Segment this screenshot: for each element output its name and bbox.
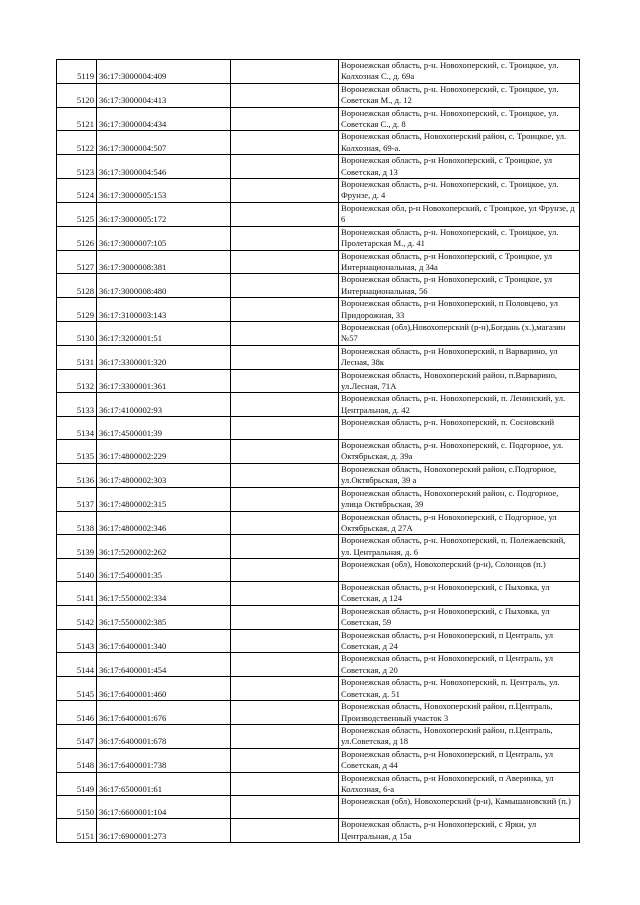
empty-cell bbox=[231, 131, 339, 155]
table-row bbox=[57, 298, 580, 322]
empty-cell bbox=[231, 202, 339, 226]
document-page bbox=[56, 59, 579, 843]
empty-cell bbox=[231, 274, 339, 298]
address-cell: Воронежская область, р-н. Новохоперский, п. Ленинский, ул. Центральная, д. 42 bbox=[339, 393, 580, 417]
table-row bbox=[57, 582, 580, 606]
row-number: 5135 bbox=[57, 440, 97, 464]
empty-cell bbox=[231, 629, 339, 653]
address-cell: Воронежская область, р-н Новохоперский, п Централь, ул Советская, д 24 bbox=[339, 629, 580, 653]
empty-cell bbox=[231, 487, 339, 511]
address-cell: Воронежская область, р-н Новохоперский, с Ярки, ул Центральная, д 15а bbox=[339, 819, 580, 843]
empty-cell bbox=[231, 345, 339, 369]
empty-cell bbox=[231, 511, 339, 535]
row-number: 5131 bbox=[57, 345, 97, 369]
empty-cell bbox=[231, 701, 339, 725]
cadastral-number: 36:17:5500002:334 bbox=[97, 582, 231, 606]
table-row bbox=[57, 131, 580, 155]
table-body bbox=[57, 60, 580, 843]
cadastral-number: 36:17:6900001:273 bbox=[97, 819, 231, 843]
address-cell: Воронежская область, р-н. Новохоперский, с. Троицкое, ул. Советская С., д. 8 bbox=[339, 107, 580, 131]
address-cell: Воронежская область, р-н Новохоперский, п Варварино, ул Лесная, 38к bbox=[339, 345, 580, 369]
empty-cell bbox=[231, 60, 339, 84]
empty-cell bbox=[231, 677, 339, 701]
cadastral-number: 36:17:5400001:35 bbox=[97, 559, 231, 582]
table-row bbox=[57, 321, 580, 345]
table-row bbox=[57, 393, 580, 417]
cadastral-number: 36:17:6400001:340 bbox=[97, 629, 231, 653]
row-number: 5123 bbox=[57, 155, 97, 179]
empty-cell bbox=[231, 724, 339, 748]
empty-cell bbox=[231, 179, 339, 203]
row-number: 5134 bbox=[57, 417, 97, 440]
cadastral-number: 36:17:4800002:229 bbox=[97, 440, 231, 464]
address-cell: Воронежская область, р-н Новохоперский, с Пыховка, ул Советская, 59 bbox=[339, 605, 580, 629]
address-cell: Воронежская область, р-н Новохоперский, с Подгорное, ул Октябрьская, д 27А bbox=[339, 511, 580, 535]
table-row bbox=[57, 819, 580, 843]
empty-cell bbox=[231, 463, 339, 487]
row-number: 5136 bbox=[57, 463, 97, 487]
table-row bbox=[57, 345, 580, 369]
table-row bbox=[57, 653, 580, 677]
cadastral-number: 36:17:3000004:409 bbox=[97, 60, 231, 84]
row-number: 5141 bbox=[57, 582, 97, 606]
row-number: 5143 bbox=[57, 629, 97, 653]
row-number: 5138 bbox=[57, 511, 97, 535]
empty-cell bbox=[231, 582, 339, 606]
row-number: 5120 bbox=[57, 83, 97, 107]
table-row bbox=[57, 748, 580, 772]
address-cell: Воронежская область, р-н. Новохоперский, с. Троицкое, ул. Колхозная С., д. 69а bbox=[339, 60, 580, 84]
table-row bbox=[57, 559, 580, 582]
table-row bbox=[57, 202, 580, 226]
row-number: 5149 bbox=[57, 772, 97, 796]
cadastral-number: 36:17:4100002:93 bbox=[97, 393, 231, 417]
table-row bbox=[57, 226, 580, 250]
empty-cell bbox=[231, 796, 339, 819]
empty-cell bbox=[231, 226, 339, 250]
empty-cell bbox=[231, 605, 339, 629]
address-cell: Воронежская область, р-н Новохоперский, с Троицкое, ул Советская, д 13 bbox=[339, 155, 580, 179]
empty-cell bbox=[231, 155, 339, 179]
cadastral-number: 36:17:5200002:262 bbox=[97, 535, 231, 559]
address-cell: Воронежская область, р-н Новохоперский, с Троицкое, ул Интернациональная, д 34а bbox=[339, 250, 580, 274]
cadastral-number: 36:17:3000005:153 bbox=[97, 179, 231, 203]
address-cell: Воронежская область, Новохоперский район, п.Варварино, ул.Лесная, 71А bbox=[339, 369, 580, 393]
cadastral-number: 36:17:3300001:320 bbox=[97, 345, 231, 369]
address-cell: Воронежская область, Новохоперский район, с. Троицкое, ул. Колхозная, 69-а. bbox=[339, 131, 580, 155]
cadastral-number: 36:17:6400001:678 bbox=[97, 724, 231, 748]
address-cell: Воронежская (обл),Новохоперский (р-н),Богдань (х.),магазин №57 bbox=[339, 321, 580, 345]
table-row bbox=[57, 250, 580, 274]
table-row bbox=[57, 369, 580, 393]
cadastral-number: 36:17:3000004:434 bbox=[97, 107, 231, 131]
cadastral-number: 36:17:3000004:413 bbox=[97, 83, 231, 107]
empty-cell bbox=[231, 250, 339, 274]
address-cell: Воронежская область, р-н Новохоперский, п Централь, ул Советская, д 44 bbox=[339, 748, 580, 772]
empty-cell bbox=[231, 535, 339, 559]
cadastral-number: 36:17:6400001:676 bbox=[97, 701, 231, 725]
address-cell: Воронежская область, р-н Новохоперский, п Половцево, ул Придорожная, 33 bbox=[339, 298, 580, 322]
cadastral-number: 36:17:3000004:546 bbox=[97, 155, 231, 179]
table-row bbox=[57, 83, 580, 107]
empty-cell bbox=[231, 653, 339, 677]
table-row bbox=[57, 440, 580, 464]
empty-cell bbox=[231, 369, 339, 393]
address-cell: Воронежская область, Новохоперский район, с. Подгорное, улица Октябрьская, 39 bbox=[339, 487, 580, 511]
cadastral-number: 36:17:3200001:51 bbox=[97, 321, 231, 345]
row-number: 5130 bbox=[57, 321, 97, 345]
table-row bbox=[57, 724, 580, 748]
cadastral-number: 36:17:3100003:143 bbox=[97, 298, 231, 322]
cadastral-number: 36:17:4800002:303 bbox=[97, 463, 231, 487]
address-cell: Воронежская область, р-н Новохоперский, п Аверинка, ул Колхозная, 6-а bbox=[339, 772, 580, 796]
address-cell: Воронежская область, р-н Новохоперский, с Пыховка, ул Советская, д 124 bbox=[339, 582, 580, 606]
row-number: 5142 bbox=[57, 605, 97, 629]
cadastral-number: 36:17:6400001:454 bbox=[97, 653, 231, 677]
empty-cell bbox=[231, 298, 339, 322]
cadastral-number: 36:17:6600001:104 bbox=[97, 796, 231, 819]
empty-cell bbox=[231, 83, 339, 107]
row-number: 5150 bbox=[57, 796, 97, 819]
row-number: 5139 bbox=[57, 535, 97, 559]
table-row bbox=[57, 772, 580, 796]
address-cell: Воронежская область, р-н. Новохоперский, с. Подгорное, ул. Октябрьская, д. 39а bbox=[339, 440, 580, 464]
address-cell: Воронежская область, р-н. Новохоперский, с. Троицкое, ул. Пролетарская М., д. 41 bbox=[339, 226, 580, 250]
cadastral-number: 36:17:6500001:61 bbox=[97, 772, 231, 796]
table-row bbox=[57, 107, 580, 131]
table-row bbox=[57, 463, 580, 487]
row-number: 5132 bbox=[57, 369, 97, 393]
empty-cell bbox=[231, 107, 339, 131]
address-cell: Воронежская область, р-н Новохоперский, с Троицкое, ул Интернациональная, 56 bbox=[339, 274, 580, 298]
table-row bbox=[57, 274, 580, 298]
address-cell: Воронежская область, р-н. Новохоперский, п. Полежаевский, ул. Центральная, д. 6 bbox=[339, 535, 580, 559]
empty-cell bbox=[231, 321, 339, 345]
row-number: 5133 bbox=[57, 393, 97, 417]
row-number: 5144 bbox=[57, 653, 97, 677]
empty-cell bbox=[231, 559, 339, 582]
row-number: 5119 bbox=[57, 60, 97, 84]
empty-cell bbox=[231, 393, 339, 417]
address-cell: Воронежская область, Новохоперский район, п.Централь, ул.Советская, д 18 bbox=[339, 724, 580, 748]
address-cell: Воронежская область, р-н Новохоперский, п Централь, ул Советская, д 20 bbox=[339, 653, 580, 677]
row-number: 5129 bbox=[57, 298, 97, 322]
row-number: 5145 bbox=[57, 677, 97, 701]
address-cell: Воронежская обл, р-н Новохоперский, с Троицкое, ул Фрунзе, д 6 bbox=[339, 202, 580, 226]
row-number: 5147 bbox=[57, 724, 97, 748]
cadastral-number: 36:17:4800002:315 bbox=[97, 487, 231, 511]
address-cell: Воронежская область, Новохоперский район, п.Централь, Производственный участок 3 bbox=[339, 701, 580, 725]
address-cell: Воронежская область, р-н. Новохоперский, с. Троицкое, ул. Советская М., д. 12 bbox=[339, 83, 580, 107]
table-row bbox=[57, 701, 580, 725]
cadastral-number: 36:17:6400001:738 bbox=[97, 748, 231, 772]
address-cell: Воронежская область, р-н. Новохоперский, п. Централь, ул. Советская, д. 51 bbox=[339, 677, 580, 701]
cadastral-number: 36:17:3000005:172 bbox=[97, 202, 231, 226]
row-number: 5121 bbox=[57, 107, 97, 131]
address-cell: Воронежская область, р-н. Новохоперский, п. Сосновский bbox=[339, 417, 580, 440]
cadastral-number: 36:17:3000008:381 bbox=[97, 250, 231, 274]
cadastral-number: 36:17:4800002:346 bbox=[97, 511, 231, 535]
address-cell: Воронежская (обл), Новохоперский (р-н), Камышановский (п.) bbox=[339, 796, 580, 819]
row-number: 5127 bbox=[57, 250, 97, 274]
table-row bbox=[57, 605, 580, 629]
table-row bbox=[57, 487, 580, 511]
cadastral-number: 36:17:6400001:460 bbox=[97, 677, 231, 701]
row-number: 5122 bbox=[57, 131, 97, 155]
cadastral-number: 36:17:3000007:105 bbox=[97, 226, 231, 250]
address-cell: Воронежская область, Новохоперский район, с.Подгорное, ул.Октябрьская, 39 а bbox=[339, 463, 580, 487]
table-row bbox=[57, 511, 580, 535]
table-row bbox=[57, 179, 580, 203]
cadastral-number: 36:17:3300001:361 bbox=[97, 369, 231, 393]
empty-cell bbox=[231, 772, 339, 796]
empty-cell bbox=[231, 748, 339, 772]
empty-cell bbox=[231, 417, 339, 440]
table-row bbox=[57, 796, 580, 819]
table-row bbox=[57, 629, 580, 653]
property-table bbox=[56, 59, 580, 843]
empty-cell bbox=[231, 819, 339, 843]
row-number: 5137 bbox=[57, 487, 97, 511]
address-cell: Воронежская (обл), Новохоперский (р-н), Солонцов (п.) bbox=[339, 559, 580, 582]
cadastral-number: 36:17:3000004:507 bbox=[97, 131, 231, 155]
table-row bbox=[57, 677, 580, 701]
table-row bbox=[57, 417, 580, 440]
row-number: 5125 bbox=[57, 202, 97, 226]
table-row bbox=[57, 535, 580, 559]
table-row bbox=[57, 60, 580, 84]
row-number: 5124 bbox=[57, 179, 97, 203]
row-number: 5151 bbox=[57, 819, 97, 843]
row-number: 5146 bbox=[57, 701, 97, 725]
cadastral-number: 36:17:3000008:480 bbox=[97, 274, 231, 298]
row-number: 5126 bbox=[57, 226, 97, 250]
table-row bbox=[57, 155, 580, 179]
cadastral-number: 36:17:4500001:39 bbox=[97, 417, 231, 440]
empty-cell bbox=[231, 440, 339, 464]
row-number: 5128 bbox=[57, 274, 97, 298]
cadastral-number: 36:17:5500002:385 bbox=[97, 605, 231, 629]
address-cell: Воронежская область, р-н. Новохоперский, с. Троицкое, ул. Фрунзе, д. 4 bbox=[339, 179, 580, 203]
row-number: 5140 bbox=[57, 559, 97, 582]
row-number: 5148 bbox=[57, 748, 97, 772]
